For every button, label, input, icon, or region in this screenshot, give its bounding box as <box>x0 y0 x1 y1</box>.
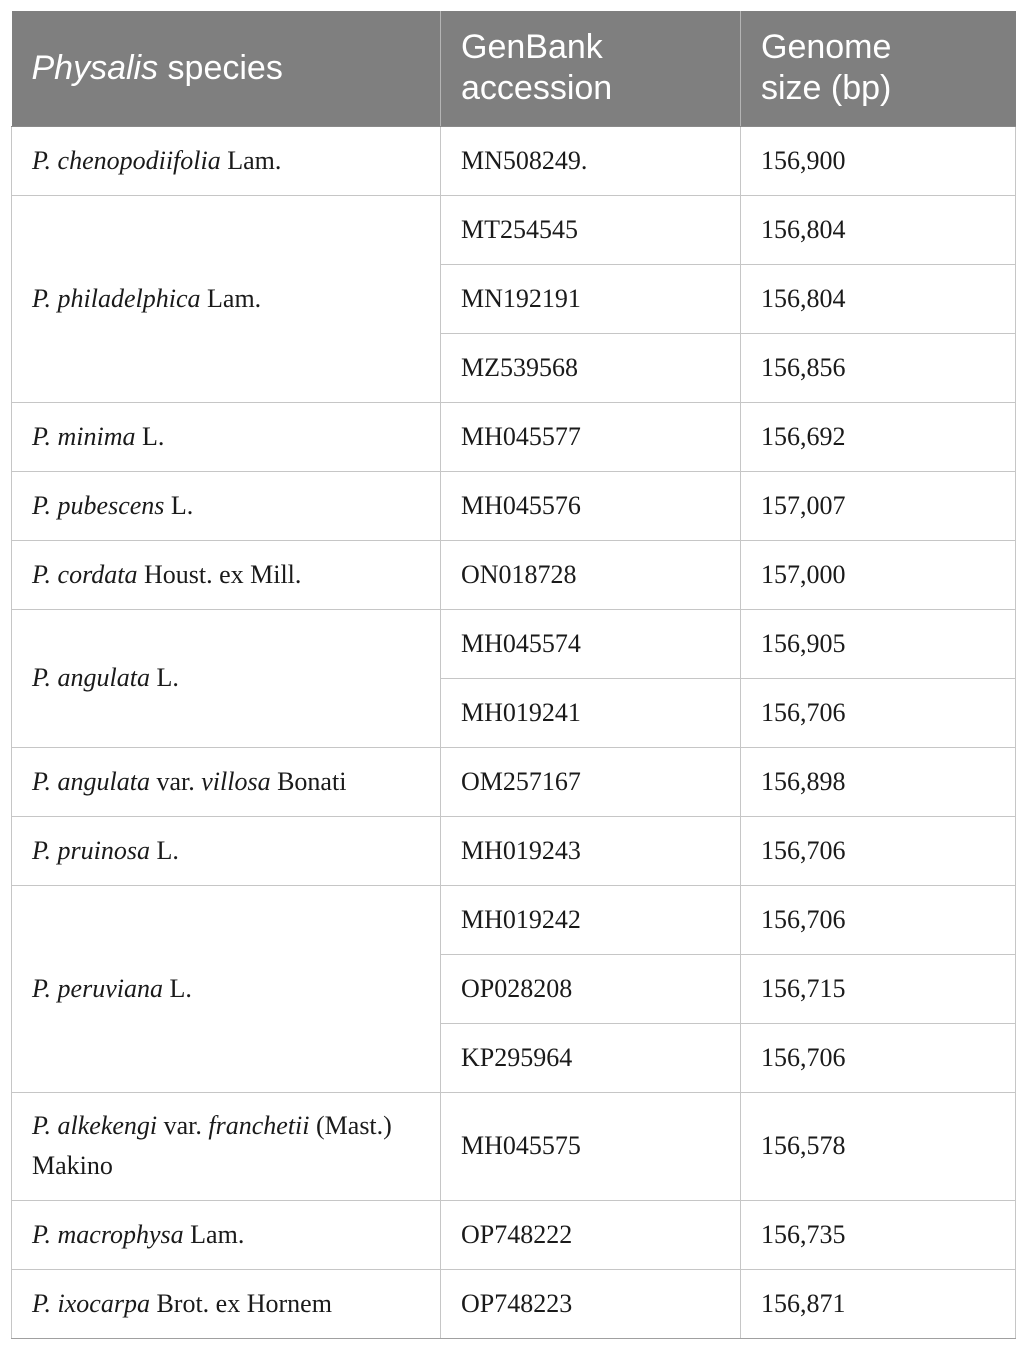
species-cell: P. angulata var. villosa Bonati <box>12 747 441 816</box>
table-header <box>12 11 1016 126</box>
species-cell: P. peruviana L. <box>12 885 441 1092</box>
accession-cell: OP748222 <box>441 1200 741 1269</box>
header-accession: GenBank accession <box>441 11 741 126</box>
species-cell: P. pubescens L. <box>12 471 441 540</box>
accession-cell: MH045574 <box>441 609 741 678</box>
accession-cell: MN192191 <box>441 264 741 333</box>
header-genome-size: Genome size (bp) <box>741 11 1016 126</box>
table-row <box>12 471 1016 540</box>
species-cell: P. alkekengi var. franchetii (Mast.) Makino <box>12 1092 441 1200</box>
accession-cell: OM257167 <box>441 747 741 816</box>
table-row <box>12 816 1016 885</box>
genome-size-cell: 156,715 <box>741 954 1016 1023</box>
genome-size-cell: 156,804 <box>741 195 1016 264</box>
accession-cell: MH019241 <box>441 678 741 747</box>
genome-size-cell: 156,735 <box>741 1200 1016 1269</box>
genome-size-cell: 156,578 <box>741 1092 1016 1200</box>
genome-size-cell: 156,706 <box>741 885 1016 954</box>
table-row <box>12 126 1016 195</box>
genome-size-cell: 156,898 <box>741 747 1016 816</box>
accession-cell: MH045576 <box>441 471 741 540</box>
genome-size-cell: 156,706 <box>741 678 1016 747</box>
table-row <box>12 1269 1016 1338</box>
table-row <box>12 195 1016 264</box>
species-cell: P. cordata Houst. ex Mill. <box>12 540 441 609</box>
species-cell: P. macrophysa Lam. <box>12 1200 441 1269</box>
accession-cell: KP295964 <box>441 1023 741 1092</box>
species-cell: P. philadelphica Lam. <box>12 195 441 402</box>
genome-size-cell: 156,804 <box>741 264 1016 333</box>
genome-size-cell: 157,000 <box>741 540 1016 609</box>
table-row <box>12 609 1016 678</box>
table-row <box>12 885 1016 954</box>
species-cell: P. pruinosa L. <box>12 816 441 885</box>
table-row <box>12 402 1016 471</box>
genome-size-cell: 156,871 <box>741 1269 1016 1338</box>
genome-size-cell: 157,007 <box>741 471 1016 540</box>
accession-cell: MH019243 <box>441 816 741 885</box>
header-species: Physalis species <box>12 11 441 126</box>
accession-cell: MT254545 <box>441 195 741 264</box>
genome-size-cell: 156,692 <box>741 402 1016 471</box>
accession-cell: OP028208 <box>441 954 741 1023</box>
accession-cell: MZ539568 <box>441 333 741 402</box>
genome-size-cell: 156,856 <box>741 333 1016 402</box>
species-cell: P. angulata L. <box>12 609 441 747</box>
accession-cell: OP748223 <box>441 1269 741 1338</box>
table-row <box>12 747 1016 816</box>
genome-size-cell: 156,905 <box>741 609 1016 678</box>
genome-size-cell: 156,706 <box>741 816 1016 885</box>
genome-table <box>11 11 1016 1339</box>
table-row <box>12 1200 1016 1269</box>
accession-cell: MH019242 <box>441 885 741 954</box>
accession-cell: ON018728 <box>441 540 741 609</box>
genome-size-cell: 156,900 <box>741 126 1016 195</box>
species-cell: P. minima L. <box>12 402 441 471</box>
species-cell: P. chenopodiifolia Lam. <box>12 126 441 195</box>
table-row <box>12 540 1016 609</box>
accession-cell: MN508249. <box>441 126 741 195</box>
accession-cell: MH045575 <box>441 1092 741 1200</box>
table-row <box>12 1092 1016 1200</box>
accession-cell: MH045577 <box>441 402 741 471</box>
genome-size-cell: 156,706 <box>741 1023 1016 1092</box>
species-cell: P. ixocarpa Brot. ex Hornem <box>12 1269 441 1338</box>
table-body <box>12 126 1016 1338</box>
